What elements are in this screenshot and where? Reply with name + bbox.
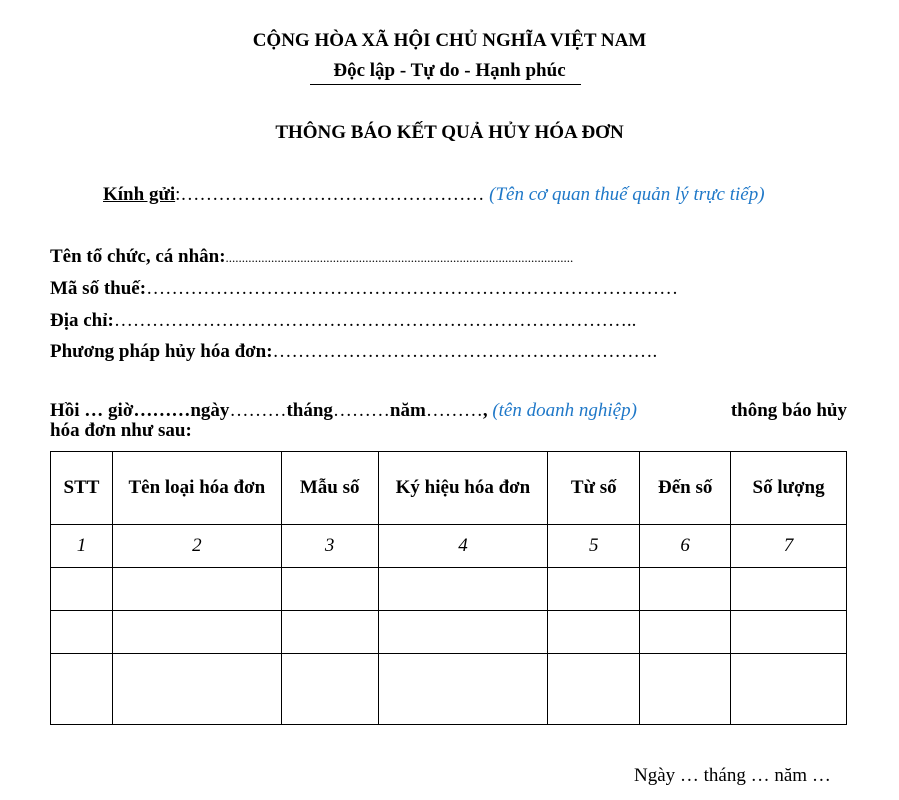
company-hint: (tên doanh nghiệp) (492, 400, 637, 421)
recipient-hint: (Tên cơ quan thuế quản lý trực tiếp) (489, 184, 765, 205)
col-header: Ký hiệu hóa đơn (378, 452, 548, 525)
invoice-table (50, 451, 847, 725)
column-number-row: 1 2 3 4 5 6 7 (51, 525, 847, 568)
col-header: Số lượng (731, 452, 847, 525)
col-header: Mẫu số (281, 452, 378, 525)
motto-underline (310, 84, 581, 85)
signature-date: Ngày … tháng … năm … (634, 765, 831, 786)
col-header: Tên loại hóa đơn (112, 452, 281, 525)
col-header: STT (51, 452, 113, 525)
field-cancel-method: Phương pháp hủy hóa đơn:……………………………………………………. (50, 341, 658, 362)
table-row (51, 654, 847, 725)
field-org-name: Tên tổ chức, cá nhân:........................................................................................................... (50, 246, 574, 267)
field-address: Địa chỉ:……………………………………………………………………….. (50, 310, 637, 331)
field-tax-code: Mã số thuế:………………………………………………………………………… (50, 278, 679, 299)
statement-line: Hồi … giờ………ngày………tháng………năm………, (tên doanh nghiệp) thông báo hủy (50, 400, 847, 421)
recipient-label: Kính gửi (103, 184, 176, 205)
nation-heading: CỘNG HÒA XÃ HỘI CHỦ NGHĨA VIỆT NAM (252, 30, 647, 51)
col-header: Từ số (548, 452, 640, 525)
col-header: Đến số (640, 452, 731, 525)
recipient-line (103, 184, 765, 206)
motto: Độc lập - Tự do - Hạnh phúc (333, 60, 566, 81)
statement-line-2: hóa đơn như sau: (50, 420, 192, 441)
document-title: THÔNG BÁO KẾT QUẢ HỦY HÓA ĐƠN (275, 122, 624, 143)
table-header-row (51, 452, 847, 525)
table-row (51, 611, 847, 654)
recipient-dots: :………………………………………… (175, 184, 485, 205)
table-row (51, 568, 847, 611)
